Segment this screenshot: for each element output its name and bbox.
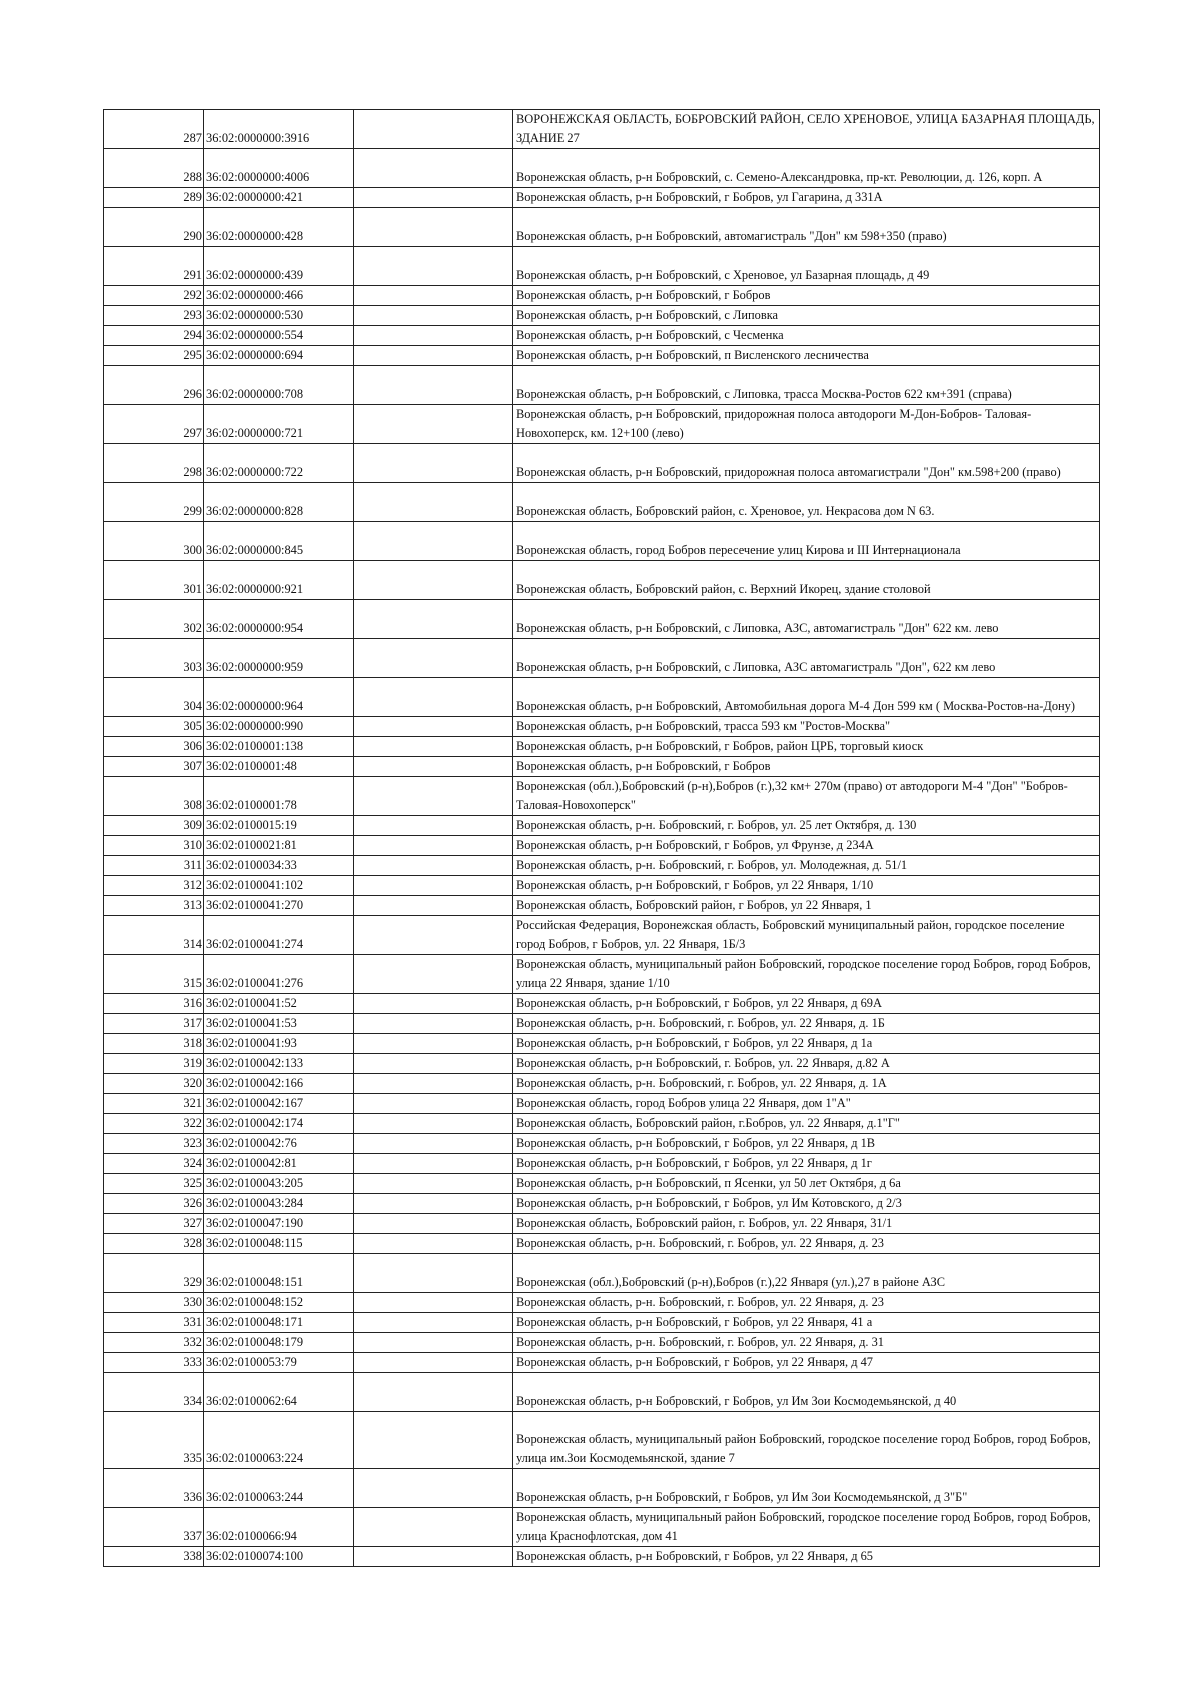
table-row <box>104 994 1100 1014</box>
row-number-cell: 292 <box>104 286 204 306</box>
cadastral-number-cell: 36:02:0100042:81 <box>204 1154 354 1174</box>
table-row <box>104 1547 1100 1567</box>
address-cell: Воронежская область, р-н Бобровский, г. Бобров, ул. 22 Января, д.82 А <box>513 1054 1100 1074</box>
row-number-cell: 297 <box>104 405 204 444</box>
table-row <box>104 247 1100 286</box>
address-cell: Воронежская область, Бобровский район, г Бобров, ул 22 Января, 1 <box>513 896 1100 916</box>
row-number-cell: 319 <box>104 1054 204 1074</box>
address-cell: Воронежская область, р-н Бобровский, г Бобров, ул Фрунзе, д 234А <box>513 836 1100 856</box>
table-row <box>104 1154 1100 1174</box>
address-cell: Воронежская (обл.),Бобровский (р-н),Бобров (г.),32 км+ 270м (право) от автодороги М-4 "Дон" "Бобров-Таловая-Новохоперск" <box>513 777 1100 816</box>
address-cell: Российская Федерация, Воронежская область, Бобровский муниципальный район, городское поселение город Бобров, г Бобров, ул. 22 Января, 1Б/3 <box>513 916 1100 955</box>
cadastral-number-cell: 36:02:0000000:421 <box>204 188 354 208</box>
address-cell: Воронежская область, р-н Бобровский, с Хреновое, ул Базарная площадь, д 49 <box>513 247 1100 286</box>
table-row <box>104 1373 1100 1412</box>
cadastral-number-cell: 36:02:0000000:722 <box>204 444 354 483</box>
cadastral-number-cell: 36:02:0100048:152 <box>204 1293 354 1313</box>
table-row <box>104 1234 1100 1254</box>
cadastral-number-cell: 36:02:0000000:3916 <box>204 110 354 149</box>
table-row <box>104 876 1100 896</box>
table-row <box>104 1014 1100 1034</box>
table-row <box>104 600 1100 639</box>
row-number-cell: 338 <box>104 1547 204 1567</box>
empty-cell <box>354 1373 513 1412</box>
table-row <box>104 717 1100 737</box>
empty-cell <box>354 916 513 955</box>
cadastral-number-cell: 36:02:0100021:81 <box>204 836 354 856</box>
table-row <box>104 836 1100 856</box>
empty-cell <box>354 717 513 737</box>
empty-cell <box>354 639 513 678</box>
empty-cell <box>354 876 513 896</box>
empty-cell <box>354 247 513 286</box>
table-row <box>104 522 1100 561</box>
address-cell: Воронежская область, Бобровский район, с. Верхний Икорец, здание столовой <box>513 561 1100 600</box>
address-cell: Воронежская область, р-н Бобровский, г Бобров, район ЦРБ, торговый киоск <box>513 737 1100 757</box>
row-number-cell: 332 <box>104 1333 204 1353</box>
empty-cell <box>354 955 513 994</box>
empty-cell <box>354 737 513 757</box>
row-number-cell: 305 <box>104 717 204 737</box>
row-number-cell: 329 <box>104 1254 204 1293</box>
row-number-cell: 298 <box>104 444 204 483</box>
cadastral-number-cell: 36:02:0100048:151 <box>204 1254 354 1293</box>
table-row <box>104 1054 1100 1074</box>
cadastral-number-cell: 36:02:0000000:466 <box>204 286 354 306</box>
table-row <box>104 444 1100 483</box>
table-row <box>104 777 1100 816</box>
table-row <box>104 1034 1100 1054</box>
row-number-cell: 294 <box>104 326 204 346</box>
address-cell: Воронежская область, р-н Бобровский, с Чесменка <box>513 326 1100 346</box>
empty-cell <box>354 896 513 916</box>
table-row <box>104 346 1100 366</box>
cadastral-number-cell: 36:02:0000000:990 <box>204 717 354 737</box>
table-row <box>104 286 1100 306</box>
row-number-cell: 293 <box>104 306 204 326</box>
address-cell: Воронежская область, р-н Бобровский, г Бобров, ул 22 Января, 41 а <box>513 1313 1100 1333</box>
cadastral-number-cell: 36:02:0100041:53 <box>204 1014 354 1034</box>
row-number-cell: 291 <box>104 247 204 286</box>
cadastral-number-cell: 36:02:0100048:171 <box>204 1313 354 1333</box>
empty-cell <box>354 1313 513 1333</box>
empty-cell <box>354 346 513 366</box>
row-number-cell: 300 <box>104 522 204 561</box>
empty-cell <box>354 1469 513 1508</box>
cadastral-number-cell: 36:02:0100066:94 <box>204 1508 354 1547</box>
cadastral-number-cell: 36:02:0000000:954 <box>204 600 354 639</box>
table-row <box>104 639 1100 678</box>
row-number-cell: 287 <box>104 110 204 149</box>
cadastral-number-cell: 36:02:0000000:439 <box>204 247 354 286</box>
table-row <box>104 1469 1100 1508</box>
row-number-cell: 295 <box>104 346 204 366</box>
row-number-cell: 311 <box>104 856 204 876</box>
empty-cell <box>354 1074 513 1094</box>
cadastral-number-cell: 36:02:0000000:964 <box>204 678 354 717</box>
address-cell: Воронежская область, р-н Бобровский, п Ясенки, ул 50 лет Октября, д 6а <box>513 1174 1100 1194</box>
address-cell: Воронежская область, р-н Бобровский, г Бобров, ул 22 Января, д 65 <box>513 1547 1100 1567</box>
empty-cell <box>354 405 513 444</box>
row-number-cell: 310 <box>104 836 204 856</box>
cadastral-number-cell: 36:02:0100063:244 <box>204 1469 354 1508</box>
cadastral-number-cell: 36:02:0000000:428 <box>204 208 354 247</box>
table-row <box>104 1254 1100 1293</box>
address-cell: Воронежская область, р-н Бобровский, Автомобильная дорога М-4 Дон 599 км ( Москва-Ростов-на-Дону) <box>513 678 1100 717</box>
row-number-cell: 327 <box>104 1214 204 1234</box>
table-row <box>104 678 1100 717</box>
empty-cell <box>354 757 513 777</box>
address-cell: Воронежская область, р-н. Бобровский, г. Бобров, ул. 25 лет Октября, д. 130 <box>513 816 1100 836</box>
cadastral-number-cell: 36:02:0100063:224 <box>204 1412 354 1469</box>
cadastral-number-cell: 36:02:0100047:190 <box>204 1214 354 1234</box>
row-number-cell: 321 <box>104 1094 204 1114</box>
cadastral-number-cell: 36:02:0000000:554 <box>204 326 354 346</box>
table-row <box>104 1293 1100 1313</box>
address-cell: Воронежская область, р-н Бобровский, г Бобров, ул 22 Января, д 69А <box>513 994 1100 1014</box>
cadastral-number-cell: 36:02:0000000:721 <box>204 405 354 444</box>
cadastral-number-cell: 36:02:0000000:694 <box>204 346 354 366</box>
row-number-cell: 334 <box>104 1373 204 1412</box>
row-number-cell: 288 <box>104 149 204 188</box>
address-cell: Воронежская область, р-н Бобровский, с Липовка, АЗС, автомагистраль "Дон" 622 км. лево <box>513 600 1100 639</box>
address-cell: Воронежская область, р-н Бобровский, с Липовка, трасса Москва-Ростов 622 км+391 (справа) <box>513 366 1100 405</box>
row-number-cell: 330 <box>104 1293 204 1313</box>
table-row <box>104 896 1100 916</box>
empty-cell <box>354 326 513 346</box>
address-cell: Воронежская область, р-н Бобровский, г Бобров, ул Им Зои Космодемьянской, д 40 <box>513 1373 1100 1412</box>
address-cell: Воронежская область, р-н Бобровский, г Бобров, ул 22 Января, д 1В <box>513 1134 1100 1154</box>
table-row <box>104 916 1100 955</box>
address-cell: Воронежская область, р-н Бобровский, трасса 593 км "Ростов-Москва" <box>513 717 1100 737</box>
address-cell: Воронежская область, р-н Бобровский, с Липовка, АЗС автомагистраль "Дон", 622 км лево <box>513 639 1100 678</box>
table-row <box>104 561 1100 600</box>
cadastral-number-cell: 36:02:0100042:76 <box>204 1134 354 1154</box>
row-number-cell: 289 <box>104 188 204 208</box>
empty-cell <box>354 561 513 600</box>
cadastral-number-cell: 36:02:0000000:530 <box>204 306 354 326</box>
empty-cell <box>354 208 513 247</box>
row-number-cell: 322 <box>104 1114 204 1134</box>
table-row <box>104 1214 1100 1234</box>
empty-cell <box>354 1034 513 1054</box>
row-number-cell: 313 <box>104 896 204 916</box>
row-number-cell: 331 <box>104 1313 204 1333</box>
empty-cell <box>354 1154 513 1174</box>
row-number-cell: 336 <box>104 1469 204 1508</box>
row-number-cell: 323 <box>104 1134 204 1154</box>
cadastral-number-cell: 36:02:0100053:79 <box>204 1353 354 1373</box>
table-row <box>104 757 1100 777</box>
row-number-cell: 324 <box>104 1154 204 1174</box>
cadastral-number-cell: 36:02:0000000:828 <box>204 483 354 522</box>
address-cell: Воронежская область, р-н. Бобровский, г. Бобров, ул. 22 Января, д. 23 <box>513 1293 1100 1313</box>
row-number-cell: 299 <box>104 483 204 522</box>
table-row <box>104 1508 1100 1547</box>
empty-cell <box>354 188 513 208</box>
row-number-cell: 317 <box>104 1014 204 1034</box>
cadastral-number-cell: 36:02:0100015:19 <box>204 816 354 836</box>
address-cell: Воронежская область, Бобровский район, г. Бобров, ул. 22 Января, 31/1 <box>513 1214 1100 1234</box>
row-number-cell: 328 <box>104 1234 204 1254</box>
address-cell: Воронежская область, Бобровский район, г.Бобров, ул. 22 Января, д.1"Г" <box>513 1114 1100 1134</box>
address-cell: Воронежская область, р-н Бобровский, п Висленского лесничества <box>513 346 1100 366</box>
empty-cell <box>354 1333 513 1353</box>
address-cell: Воронежская область, муниципальный район Бобровский, городское поселение город Бобров, город Бобров, улица им.Зои Космодемьянской, здание 7 <box>513 1412 1100 1469</box>
cadastral-number-cell: 36:02:0100042:166 <box>204 1074 354 1094</box>
row-number-cell: 307 <box>104 757 204 777</box>
address-cell: Воронежская область, р-н. Бобровский, г. Бобров, ул. 22 Января, д. 1Б <box>513 1014 1100 1034</box>
address-cell: Воронежская область, р-н Бобровский, г Бобров, ул 22 Января, д 1г <box>513 1154 1100 1174</box>
address-cell: Воронежская область, р-н Бобровский, придорожная полоса автодороги М-Дон-Бобров- Таловая-Новохоперск, км. 12+100 (лево) <box>513 405 1100 444</box>
row-number-cell: 318 <box>104 1034 204 1054</box>
address-cell: Воронежская область, р-н Бобровский, г Бобров, ул 22 Января, д 47 <box>513 1353 1100 1373</box>
empty-cell <box>354 600 513 639</box>
row-number-cell: 326 <box>104 1194 204 1214</box>
address-cell: Воронежская область, муниципальный район Бобровский, городское поселение город Бобров, город Бобров, улица Краснофлотская, дом 41 <box>513 1508 1100 1547</box>
table-row <box>104 955 1100 994</box>
row-number-cell: 316 <box>104 994 204 1014</box>
cadastral-number-cell: 36:02:0100041:276 <box>204 955 354 994</box>
registry-table-body <box>104 110 1100 1567</box>
table-row <box>104 110 1100 149</box>
row-number-cell: 312 <box>104 876 204 896</box>
table-row <box>104 306 1100 326</box>
table-row <box>104 1333 1100 1353</box>
empty-cell <box>354 1214 513 1234</box>
table-row <box>104 1313 1100 1333</box>
cadastral-number-cell: 36:02:0100041:93 <box>204 1034 354 1054</box>
empty-cell <box>354 1094 513 1114</box>
address-cell: ВОРОНЕЖСКАЯ ОБЛАСТЬ, БОБРОВСКИЙ РАЙОН, СЕЛО ХРЕНОВОЕ, УЛИЦА БАЗАРНАЯ ПЛОЩАДЬ, ЗДАНИЕ 27 <box>513 110 1100 149</box>
table-row <box>104 816 1100 836</box>
row-number-cell: 333 <box>104 1353 204 1373</box>
table-row <box>104 1194 1100 1214</box>
row-number-cell: 306 <box>104 737 204 757</box>
empty-cell <box>354 1412 513 1469</box>
address-cell: Воронежская область, город Бобров пересечение улиц Кирова и III Интернационала <box>513 522 1100 561</box>
cadastral-number-cell: 36:02:0100048:179 <box>204 1333 354 1353</box>
cadastral-number-cell: 36:02:0000000:959 <box>204 639 354 678</box>
address-cell: Воронежская область, р-н Бобровский, г Бобров, ул 22 Января, 1/10 <box>513 876 1100 896</box>
empty-cell <box>354 994 513 1014</box>
empty-cell <box>354 856 513 876</box>
empty-cell <box>354 1174 513 1194</box>
cadastral-number-cell: 36:02:0100041:270 <box>204 896 354 916</box>
address-cell: Воронежская область, р-н. Бобровский, г. Бобров, ул. 22 Января, д. 23 <box>513 1234 1100 1254</box>
cadastral-number-cell: 36:02:0000000:4006 <box>204 149 354 188</box>
address-cell: Воронежская область, р-н Бобровский, г Бобров, ул Гагарина, д 331А <box>513 188 1100 208</box>
empty-cell <box>354 366 513 405</box>
row-number-cell: 302 <box>104 600 204 639</box>
row-number-cell: 309 <box>104 816 204 836</box>
cadastral-number-cell: 36:02:0100043:284 <box>204 1194 354 1214</box>
empty-cell <box>354 678 513 717</box>
cadastral-number-cell: 36:02:0100042:174 <box>204 1114 354 1134</box>
table-row <box>104 149 1100 188</box>
cadastral-number-cell: 36:02:0100042:133 <box>204 1054 354 1074</box>
empty-cell <box>354 1014 513 1034</box>
address-cell: Воронежская область, р-н Бобровский, г Бобров, ул Им Котовского, д 2/3 <box>513 1194 1100 1214</box>
address-cell: Воронежская область, р-н Бобровский, г Бобров <box>513 757 1100 777</box>
table-row <box>104 1412 1100 1469</box>
row-number-cell: 337 <box>104 1508 204 1547</box>
empty-cell <box>354 1234 513 1254</box>
empty-cell <box>354 483 513 522</box>
table-row <box>104 208 1100 247</box>
row-number-cell: 320 <box>104 1074 204 1094</box>
empty-cell <box>354 777 513 816</box>
row-number-cell: 290 <box>104 208 204 247</box>
cadastral-number-cell: 36:02:0100034:33 <box>204 856 354 876</box>
address-cell: Воронежская (обл.),Бобровский (р-н),Бобров (г.),22 Января (ул.),27 в районе АЗС <box>513 1254 1100 1293</box>
table-row <box>104 483 1100 522</box>
row-number-cell: 301 <box>104 561 204 600</box>
table-row <box>104 405 1100 444</box>
table-row <box>104 326 1100 346</box>
address-cell: Воронежская область, Бобровский район, с. Хреновое, ул. Некрасова дом N 63. <box>513 483 1100 522</box>
empty-cell <box>354 1508 513 1547</box>
empty-cell <box>354 444 513 483</box>
row-number-cell: 303 <box>104 639 204 678</box>
row-number-cell: 304 <box>104 678 204 717</box>
table-row <box>104 1114 1100 1134</box>
address-cell: Воронежская область, р-н Бобровский, г Бобров, ул 22 Января, д 1а <box>513 1034 1100 1054</box>
empty-cell <box>354 1054 513 1074</box>
empty-cell <box>354 1114 513 1134</box>
cadastral-number-cell: 36:02:0100074:100 <box>204 1547 354 1567</box>
cadastral-number-cell: 36:02:0100041:52 <box>204 994 354 1014</box>
cadastral-number-cell: 36:02:0000000:708 <box>204 366 354 405</box>
empty-cell <box>354 816 513 836</box>
table-row <box>104 188 1100 208</box>
cadastral-number-cell: 36:02:0100041:274 <box>204 916 354 955</box>
empty-cell <box>354 1293 513 1313</box>
cadastral-number-cell: 36:02:0100062:64 <box>204 1373 354 1412</box>
empty-cell <box>354 836 513 856</box>
cadastral-number-cell: 36:02:0100042:167 <box>204 1094 354 1114</box>
table-row <box>104 1174 1100 1194</box>
address-cell: Воронежская область, муниципальный район Бобровский, городское поселение город Бобров, город Бобров, улица 22 Января, здание 1/10 <box>513 955 1100 994</box>
address-cell: Воронежская область, р-н Бобровский, с Липовка <box>513 306 1100 326</box>
cadastral-number-cell: 36:02:0100001:78 <box>204 777 354 816</box>
cadastral-number-cell: 36:02:0100043:205 <box>204 1174 354 1194</box>
empty-cell <box>354 110 513 149</box>
address-cell: Воронежская область, р-н. Бобровский, г. Бобров, ул. 22 Января, д. 31 <box>513 1333 1100 1353</box>
table-row <box>104 1074 1100 1094</box>
empty-cell <box>354 286 513 306</box>
address-cell: Воронежская область, р-н Бобровский, г Бобров, ул Им Зои Космодемьянской, д 3"Б" <box>513 1469 1100 1508</box>
empty-cell <box>354 306 513 326</box>
empty-cell <box>354 522 513 561</box>
address-cell: Воронежская область, р-н. Бобровский, г. Бобров, ул. 22 Января, д. 1А <box>513 1074 1100 1094</box>
address-cell: Воронежская область, р-н Бобровский, придорожная полоса автомагистрали "Дон" км.598+200 (право) <box>513 444 1100 483</box>
address-cell: Воронежская область, р-н. Бобровский, г. Бобров, ул. Молодежная, д. 51/1 <box>513 856 1100 876</box>
row-number-cell: 308 <box>104 777 204 816</box>
row-number-cell: 315 <box>104 955 204 994</box>
empty-cell <box>354 1254 513 1293</box>
cadastral-number-cell: 36:02:0100001:138 <box>204 737 354 757</box>
table-row <box>104 366 1100 405</box>
cadastral-number-cell: 36:02:0000000:921 <box>204 561 354 600</box>
address-cell: Воронежская область, р-н Бобровский, г Бобров <box>513 286 1100 306</box>
cadastral-number-cell: 36:02:0100048:115 <box>204 1234 354 1254</box>
address-cell: Воронежская область, р-н Бобровский, автомагистраль "Дон" км 598+350 (право) <box>513 208 1100 247</box>
table-row <box>104 1094 1100 1114</box>
row-number-cell: 296 <box>104 366 204 405</box>
row-number-cell: 335 <box>104 1412 204 1469</box>
empty-cell <box>354 149 513 188</box>
registry-table <box>103 109 1100 1567</box>
table-row <box>104 856 1100 876</box>
table-row <box>104 1353 1100 1373</box>
row-number-cell: 325 <box>104 1174 204 1194</box>
address-cell: Воронежская область, р-н Бобровский, с. Семено-Александровка, пр-кт. Революции, д. 126, корп. А <box>513 149 1100 188</box>
empty-cell <box>354 1134 513 1154</box>
empty-cell <box>354 1194 513 1214</box>
row-number-cell: 314 <box>104 916 204 955</box>
empty-cell <box>354 1547 513 1567</box>
cadastral-number-cell: 36:02:0100001:48 <box>204 757 354 777</box>
table-row <box>104 737 1100 757</box>
table-row <box>104 1134 1100 1154</box>
empty-cell <box>354 1353 513 1373</box>
cadastral-number-cell: 36:02:0000000:845 <box>204 522 354 561</box>
address-cell: Воронежская область, город Бобров улица 22 Января, дом 1"А" <box>513 1094 1100 1114</box>
cadastral-number-cell: 36:02:0100041:102 <box>204 876 354 896</box>
